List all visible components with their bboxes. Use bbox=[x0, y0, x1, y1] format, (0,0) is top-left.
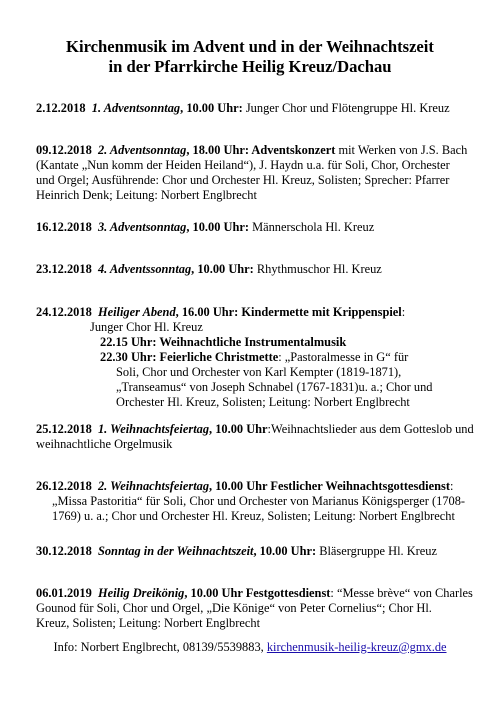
event-subtime: 22.30 Uhr: Feierliche Christmette bbox=[100, 350, 279, 364]
event-entry bbox=[36, 305, 466, 410]
email-link[interactable]: kirchenmusik-heilig-kreuz@gmx.de bbox=[266, 640, 447, 654]
event-date: 25.12.2018 bbox=[36, 422, 92, 436]
event-subtime: 22.15 Uhr: Weihnachtliche Instrumentalmusik bbox=[100, 335, 347, 349]
contact-text: Info: Norbert Englbrecht, 08139/5539883, bbox=[53, 640, 267, 654]
event-occasion: 4. Adventssonntag bbox=[97, 262, 192, 276]
event-date: 16.12.2018 bbox=[36, 220, 92, 234]
event-entry bbox=[36, 422, 474, 452]
event-entry bbox=[36, 544, 466, 559]
contact-info bbox=[0, 640, 500, 655]
event-occasion: 2. Adventsonntag bbox=[97, 143, 187, 157]
event-date: 26.12.2018 bbox=[36, 479, 92, 493]
event-date: 09.12.2018 bbox=[36, 143, 92, 157]
event-time: , 10.00 Uhr Festgottesdienst bbox=[184, 586, 331, 600]
event-time: , 10.00 Uhr: bbox=[180, 101, 243, 115]
event-text-line: und Orgel; Ausführende: Chor und Orchester Hl. Kreuz, Solisten; Sprecher: Pfarrer bbox=[36, 173, 450, 187]
event-occasion: 1. Weihnachtsfeiertag bbox=[97, 422, 210, 436]
event-text: : bbox=[401, 305, 406, 319]
event-text-line: Junger Chor Hl. Kreuz bbox=[90, 320, 203, 334]
event-text-line: „Missa Pastoritia“ für Soli, Chor und Orchester von Marianus Königsperger (1708- bbox=[52, 494, 466, 508]
event-text-line: weihnachtliche Orgelmusik bbox=[36, 437, 173, 451]
event-occasion: Heiliger Abend bbox=[97, 305, 176, 319]
event-text-line: (Kantate „Nun komm der Heiden Heiland“), J. Haydn u.a. für Soli, Chor, Orchester bbox=[36, 158, 450, 172]
event-entry bbox=[36, 101, 466, 116]
event-date: 06.01.2019 bbox=[36, 586, 92, 600]
event-entry bbox=[36, 220, 466, 235]
event-time: , 10.00 Uhr: bbox=[253, 544, 317, 558]
event-text: Junger Chor und Flötengruppe Hl. Kreuz bbox=[242, 101, 450, 115]
event-occasion: 1. Adventsonntag bbox=[91, 101, 181, 115]
event-occasion: Heilig Dreikönig bbox=[97, 586, 185, 600]
event-time: , 10.00 Uhr bbox=[209, 422, 268, 436]
event-date: 23.12.2018 bbox=[36, 262, 92, 276]
event-time: , 10.00 Uhr Festlicher Weihnachtsgottesdienst bbox=[209, 479, 450, 493]
event-text-line: Kreuz, Solisten; Leitung: Norbert Englbrecht bbox=[36, 616, 261, 630]
event-text-line: Orchester Hl. Kreuz, Solisten; Leitung: Norbert Englbrecht bbox=[116, 395, 410, 409]
event-text: Männerschola Hl. Kreuz bbox=[248, 220, 375, 234]
event-date: 30.12.2018 bbox=[36, 544, 92, 558]
event-text-line: Heinrich Denk; Leitung: Norbert Englbrecht bbox=[36, 188, 257, 202]
event-entry bbox=[36, 143, 466, 203]
event-entry bbox=[36, 479, 466, 524]
event-date: 24.12.2018 bbox=[36, 305, 92, 319]
event-text: : „Pastoralmesse in G“ für bbox=[278, 350, 409, 364]
event-date: 2.12.2018 bbox=[36, 101, 86, 115]
event-text-line: Gounod für Soli, Chor und Orgel, „Die Könige“ von Peter Cornelius“; Chor Hl. bbox=[36, 601, 432, 615]
event-text: Bläsergruppe Hl. Kreuz bbox=[316, 544, 437, 558]
event-entry bbox=[36, 586, 473, 631]
event-time: , 10.00 Uhr: bbox=[191, 262, 254, 276]
event-time: , 18.00 Uhr: Adventskonzert bbox=[186, 143, 336, 157]
event-text-line: 1769) u. a.; Chor und Orchester Hl. Kreuz, Solisten; Leitung: Norbert Englbrecht bbox=[52, 509, 455, 523]
event-time: , 16.00 Uhr: Kindermette mit Krippenspiel bbox=[175, 305, 402, 319]
event-text: : “Messe brève“ von Charles bbox=[330, 586, 473, 600]
page-subtitle: in der Pfarrkirche Heilig Kreuz/Dachau bbox=[108, 57, 392, 76]
event-text-line: „Transeamus“ von Joseph Schnabel (1767-1831)u. a.; Chor und bbox=[116, 380, 433, 394]
event-occasion: Sonntag in der Weihnachtszeit bbox=[97, 544, 254, 558]
event-text-line: Soli, Chor und Orchester von Karl Kempter (1819-1871), bbox=[116, 365, 402, 379]
event-entry bbox=[36, 262, 466, 277]
event-occasion: 2. Weihnachtsfeiertag bbox=[97, 479, 210, 493]
event-time: , 10.00 Uhr: bbox=[186, 220, 249, 234]
event-text: Rhythmuschor Hl. Kreuz bbox=[253, 262, 382, 276]
event-text: mit Werken von J.S. Bach bbox=[335, 143, 468, 157]
event-text: :Weihnachtslieder aus dem Gotteslob und bbox=[267, 422, 474, 436]
event-text: : bbox=[449, 479, 454, 493]
page-title: Kirchenmusik im Advent und in der Weihnachtszeit bbox=[66, 37, 434, 56]
event-occasion: 3. Adventsonntag bbox=[97, 220, 187, 234]
